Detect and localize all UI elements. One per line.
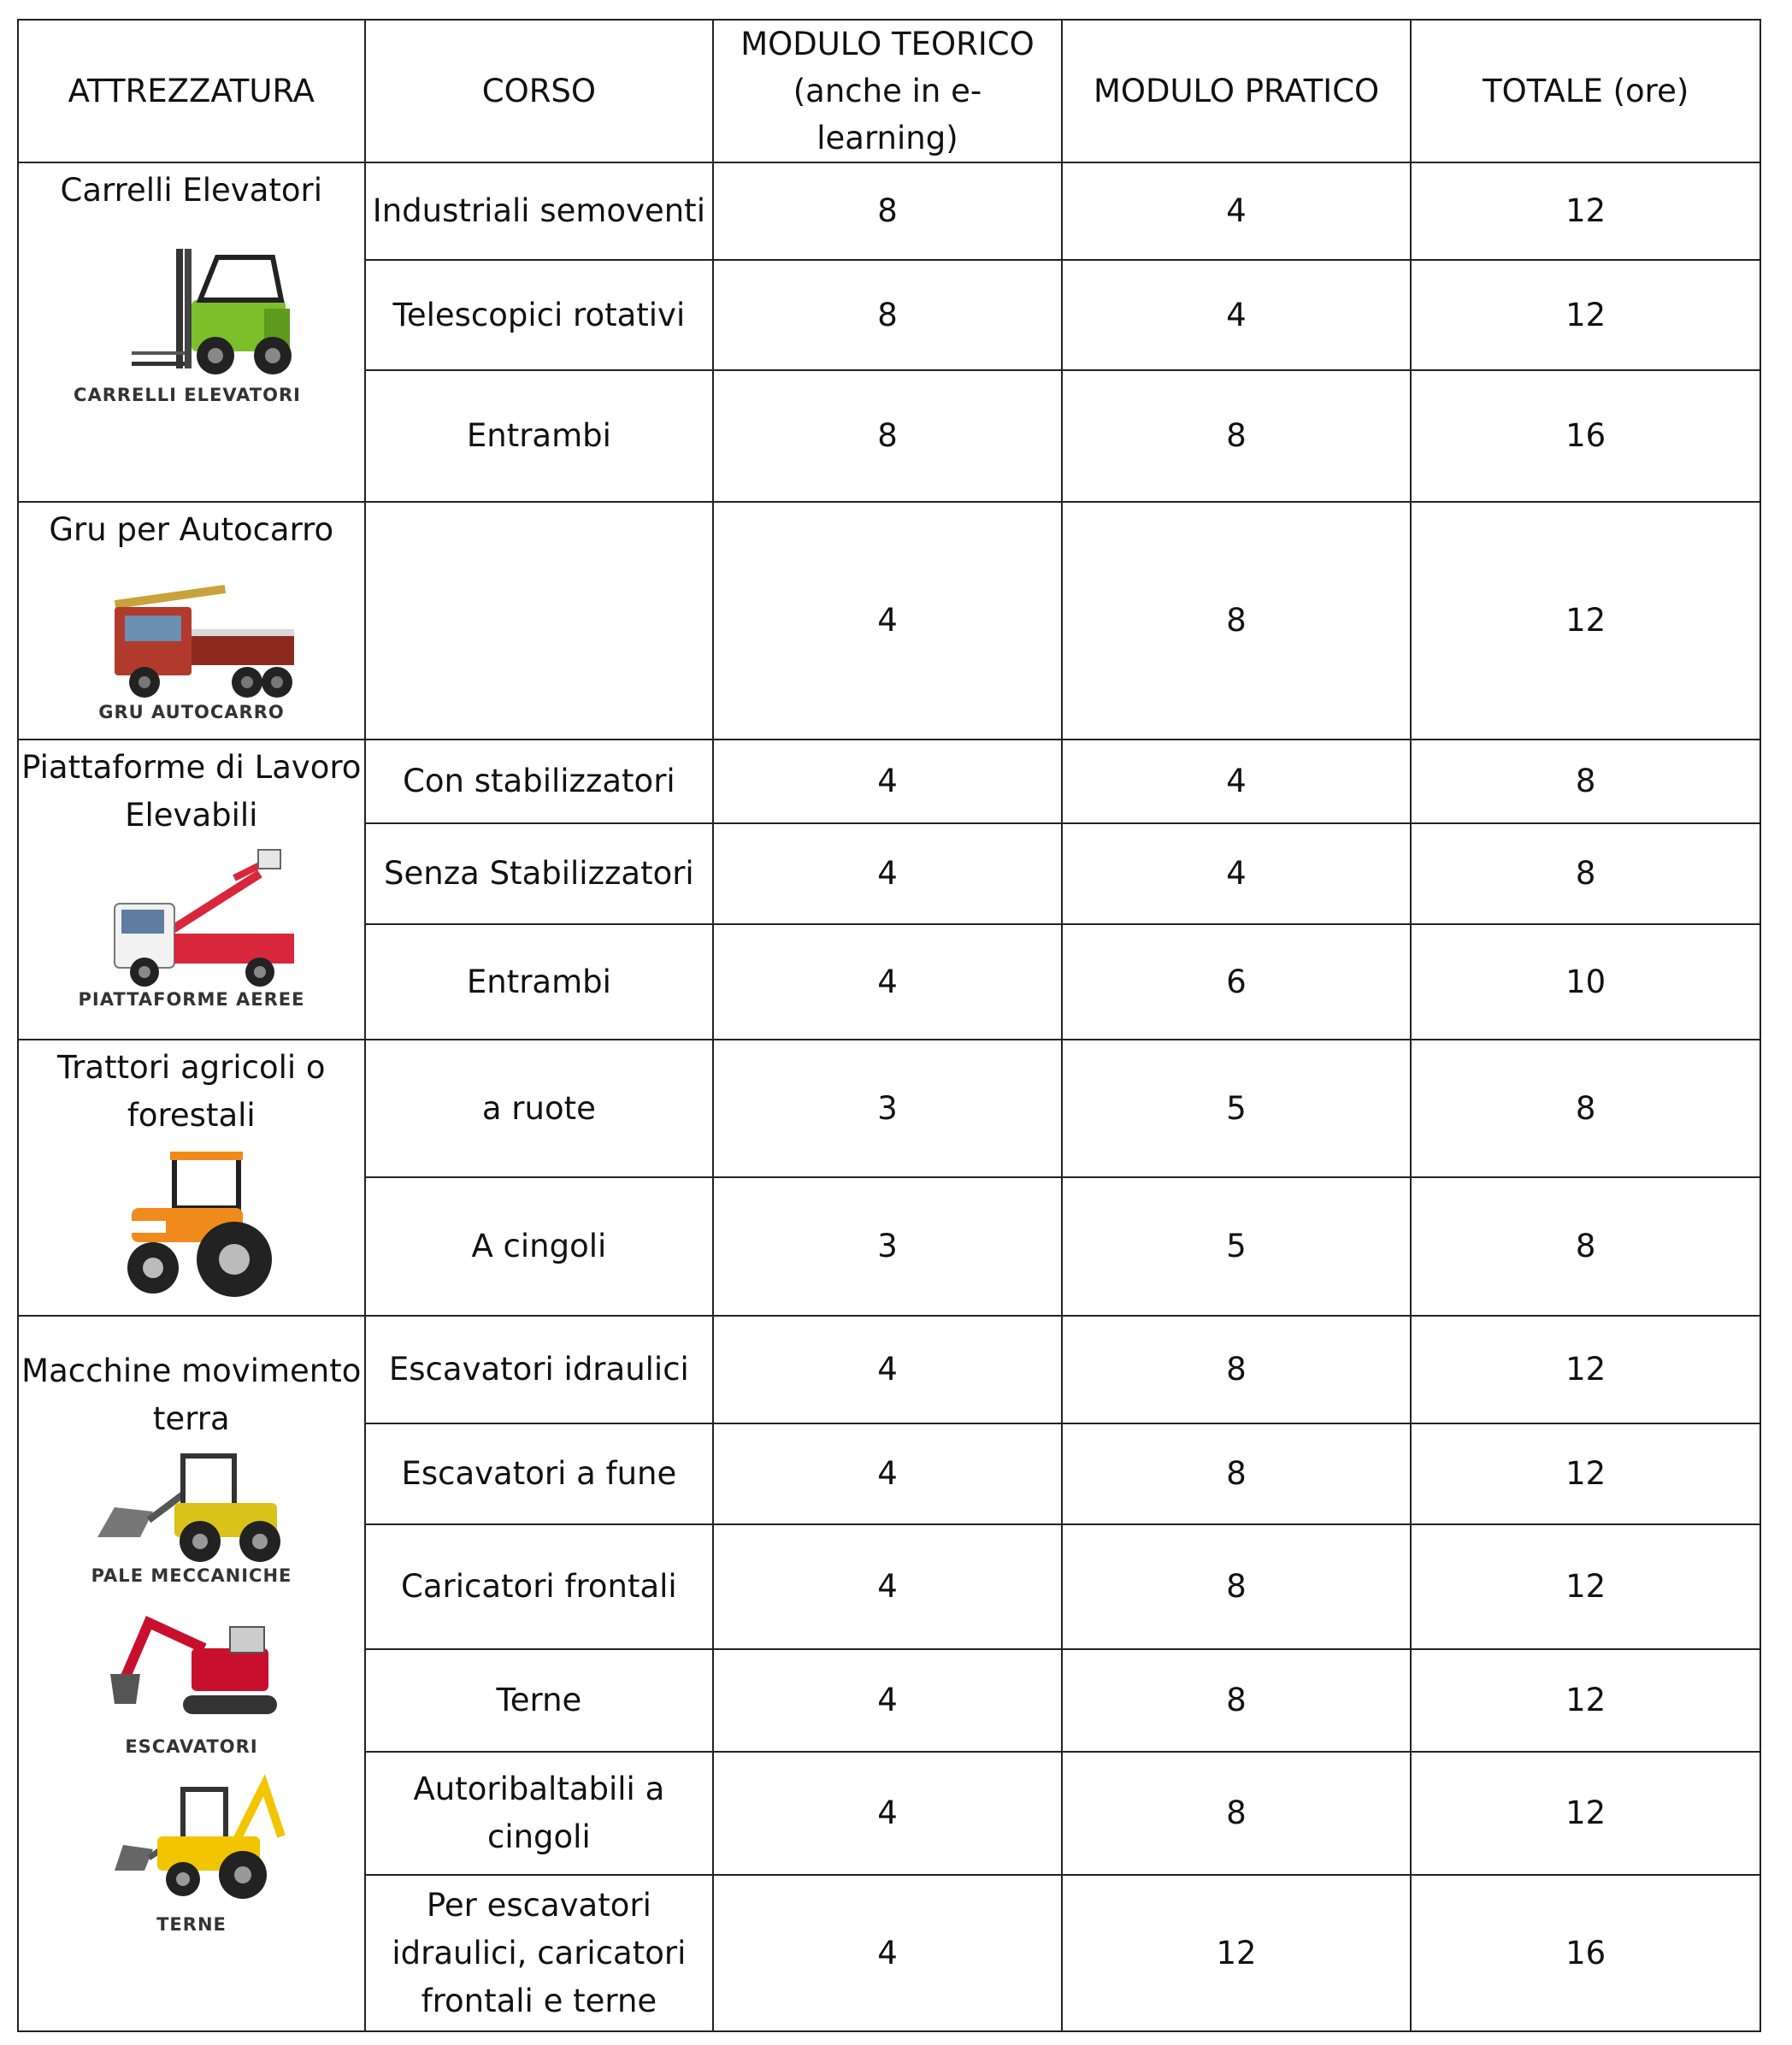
- header-row: [18, 20, 1760, 162]
- total-cell: 12: [1411, 1752, 1760, 1875]
- theory-cell: 8: [713, 162, 1062, 260]
- caption-piattaforme: PIATTAFORME AEREE: [78, 989, 305, 1010]
- theory-cell: 4: [713, 502, 1062, 740]
- table-row: [18, 502, 1760, 740]
- header-totale: TOTALE (ore): [1411, 20, 1760, 162]
- theory-cell: 4: [713, 1875, 1062, 2031]
- table-row: [18, 162, 1760, 260]
- caption-escavatori: ESCAVATORI: [125, 1736, 258, 1757]
- tractor-icon: [63, 1140, 320, 1311]
- theory-cell: 8: [713, 370, 1062, 502]
- equipment-cell: [18, 502, 365, 740]
- course-cell: Escavatori a fune: [365, 1423, 714, 1524]
- course-cell: Autoribaltabili a cingoli: [365, 1752, 714, 1875]
- theory-cell: 3: [713, 1040, 1062, 1177]
- header-modulo-pratico: MODULO PRATICO: [1062, 20, 1412, 162]
- total-cell: 12: [1411, 1649, 1760, 1752]
- course-cell: [365, 502, 714, 740]
- course-cell: Escavatori idraulici: [365, 1316, 714, 1423]
- equipment-cell: [18, 740, 365, 1040]
- caption-terne: TERNE: [156, 1914, 227, 1935]
- total-cell: 12: [1411, 1524, 1760, 1649]
- theory-cell: 8: [713, 260, 1062, 370]
- course-cell: Con stabilizzatori: [365, 740, 714, 823]
- practice-cell: 5: [1062, 1177, 1412, 1316]
- practice-cell: 6: [1062, 924, 1412, 1040]
- practice-cell: 12: [1062, 1875, 1412, 2031]
- total-cell: 12: [1411, 260, 1760, 370]
- course-cell: A cingoli: [365, 1177, 714, 1316]
- caption-pale: PALE MECCANICHE: [91, 1565, 292, 1586]
- total-cell: 12: [1411, 1316, 1760, 1423]
- practice-cell: 8: [1062, 502, 1412, 740]
- caption-carrelli: CARRELLI ELEVATORI: [73, 385, 301, 405]
- caption-gru: GRU AUTOCARRO: [98, 702, 285, 722]
- theory-cell: 4: [713, 823, 1062, 924]
- crane-truck-icon: [63, 554, 320, 725]
- equipment-label: Macchine movimento terra: [21, 1353, 362, 1437]
- course-cell: Entrambi: [365, 370, 714, 502]
- total-cell: 10: [1411, 924, 1760, 1040]
- equipment-label: Carrelli Elevatori: [60, 172, 323, 209]
- equipment-label: Gru per Autocarro: [49, 511, 334, 548]
- table-row: [18, 1040, 1760, 1177]
- total-cell: 12: [1411, 1423, 1760, 1524]
- header-attrezzatura: ATTREZZATURA: [18, 20, 365, 162]
- theory-cell: 3: [713, 1177, 1062, 1316]
- practice-cell: 8: [1062, 370, 1412, 502]
- practice-cell: 8: [1062, 1649, 1412, 1752]
- total-cell: 8: [1411, 740, 1760, 823]
- excavator-icon: [63, 1588, 320, 1759]
- course-cell: Caricatori frontali: [365, 1524, 714, 1649]
- table-row: [18, 1316, 1760, 1423]
- course-cell: a ruote: [365, 1040, 714, 1177]
- theory-cell: 4: [713, 924, 1062, 1040]
- wheel-loader-icon: [63, 1443, 320, 1588]
- practice-cell: 8: [1062, 1752, 1412, 1875]
- total-cell: 12: [1411, 162, 1760, 260]
- total-cell: 8: [1411, 1177, 1760, 1316]
- equipment-cell: [18, 1316, 365, 2031]
- training-courses-table: [17, 19, 1761, 2032]
- total-cell: 8: [1411, 1040, 1760, 1177]
- forklift-icon: [63, 215, 320, 411]
- theory-cell: 4: [713, 1752, 1062, 1875]
- table-row: [18, 740, 1760, 823]
- theory-cell: 4: [713, 1316, 1062, 1423]
- header-corso: CORSO: [365, 20, 714, 162]
- aerial-platform-truck-icon: [63, 840, 320, 1011]
- course-cell: Entrambi: [365, 924, 714, 1040]
- total-cell: 8: [1411, 823, 1760, 924]
- practice-cell: 4: [1062, 162, 1412, 260]
- backhoe-loader-icon: [63, 1759, 320, 1939]
- theory-cell: 4: [713, 1649, 1062, 1752]
- theory-cell: 4: [713, 1524, 1062, 1649]
- practice-cell: 4: [1062, 740, 1412, 823]
- practice-cell: 4: [1062, 823, 1412, 924]
- theory-cell: 4: [713, 1423, 1062, 1524]
- practice-cell: 8: [1062, 1316, 1412, 1423]
- course-cell: Per escavatori idraulici, caricatori frontali e terne: [365, 1875, 714, 2031]
- theory-cell: 4: [713, 740, 1062, 823]
- course-cell: Industriali semoventi: [365, 162, 714, 260]
- equipment-label: Trattori agricoli o forestali: [57, 1049, 326, 1134]
- header-modulo-teorico: MODULO TEORICO (anche in e-learning): [713, 20, 1062, 162]
- equipment-label: Piattaforme di Lavoro Elevabili: [21, 749, 362, 834]
- practice-cell: 5: [1062, 1040, 1412, 1177]
- total-cell: 12: [1411, 502, 1760, 740]
- practice-cell: 8: [1062, 1524, 1412, 1649]
- equipment-cell: [18, 162, 365, 502]
- practice-cell: 4: [1062, 260, 1412, 370]
- course-cell: Senza Stabilizzatori: [365, 823, 714, 924]
- total-cell: 16: [1411, 370, 1760, 502]
- course-cell: Terne: [365, 1649, 714, 1752]
- total-cell: 16: [1411, 1875, 1760, 2031]
- course-cell: Telescopici rotativi: [365, 260, 714, 370]
- practice-cell: 8: [1062, 1423, 1412, 1524]
- equipment-cell: [18, 1040, 365, 1316]
